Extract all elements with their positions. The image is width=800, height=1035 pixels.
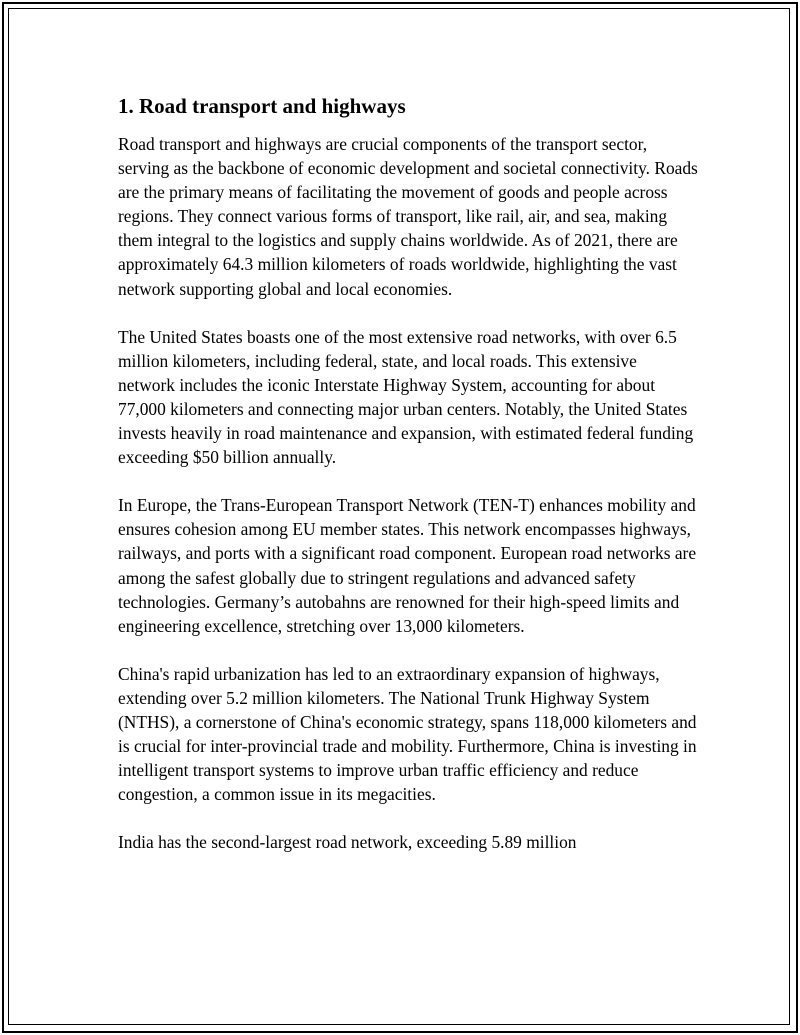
paragraph-india: India has the second-largest road network, exceeding 5.89 million [118,832,577,853]
paragraph-intro: Road transport and highways are crucial components of the transport sector, serving as the backbone of economic development and societal connectivity. Roads are the primary means of facilitating the movement of goods and people across regions. They connect various forms of transport, like rail, air, and sea, making them integral to the logistics and supply chains worldwide. As of 2021, there are approximately 64.3 million kilometers of roads worldwide, highlighting the vast network supporting global and local economies. [118,134,698,299]
paragraph-europe: In Europe, the Trans-European Transport Network (TEN-T) enhances mobility and ensures cohesion among EU member states. This network encompasses highways, railways, and ports with a significant road component. European road networks are among the safest globally due to stringent regulations and advanced safety technologies. Germany’s autobahns are renowned for their high-speed limits and engineering excellence, stretching over 13,000 kilometers. [118,495,697,636]
paragraph-united-states: The United States boasts one of the most extensive road networks, with over 6.5 million kilometers, including federal, state, and local roads. This extensive network includes the iconic Interstate Highway System, accounting for about 77,000 kilometers and connecting major urban centers. Notably, the United States invests heavily in road maintenance and expansion, with estimated federal funding exceeding $50 billion annually. [118,326,694,468]
document-body [118,92,698,878]
paragraph-china: China's rapid urbanization has led to an extraordinary expansion of highways, extending over 5.2 million kilometers. The National Trunk Highway System (NTHS), a cornerstone of China's economic strategy, spans 118,000 kilometers and is crucial for inter-provincial trade and mobility. Furthermore, China is investing in intelligent transport systems to improve urban traffic efficiency and reduce congestion, a common issue in its megacities. [118,663,697,805]
section-heading: 1. Road transport and highways [118,94,406,118]
